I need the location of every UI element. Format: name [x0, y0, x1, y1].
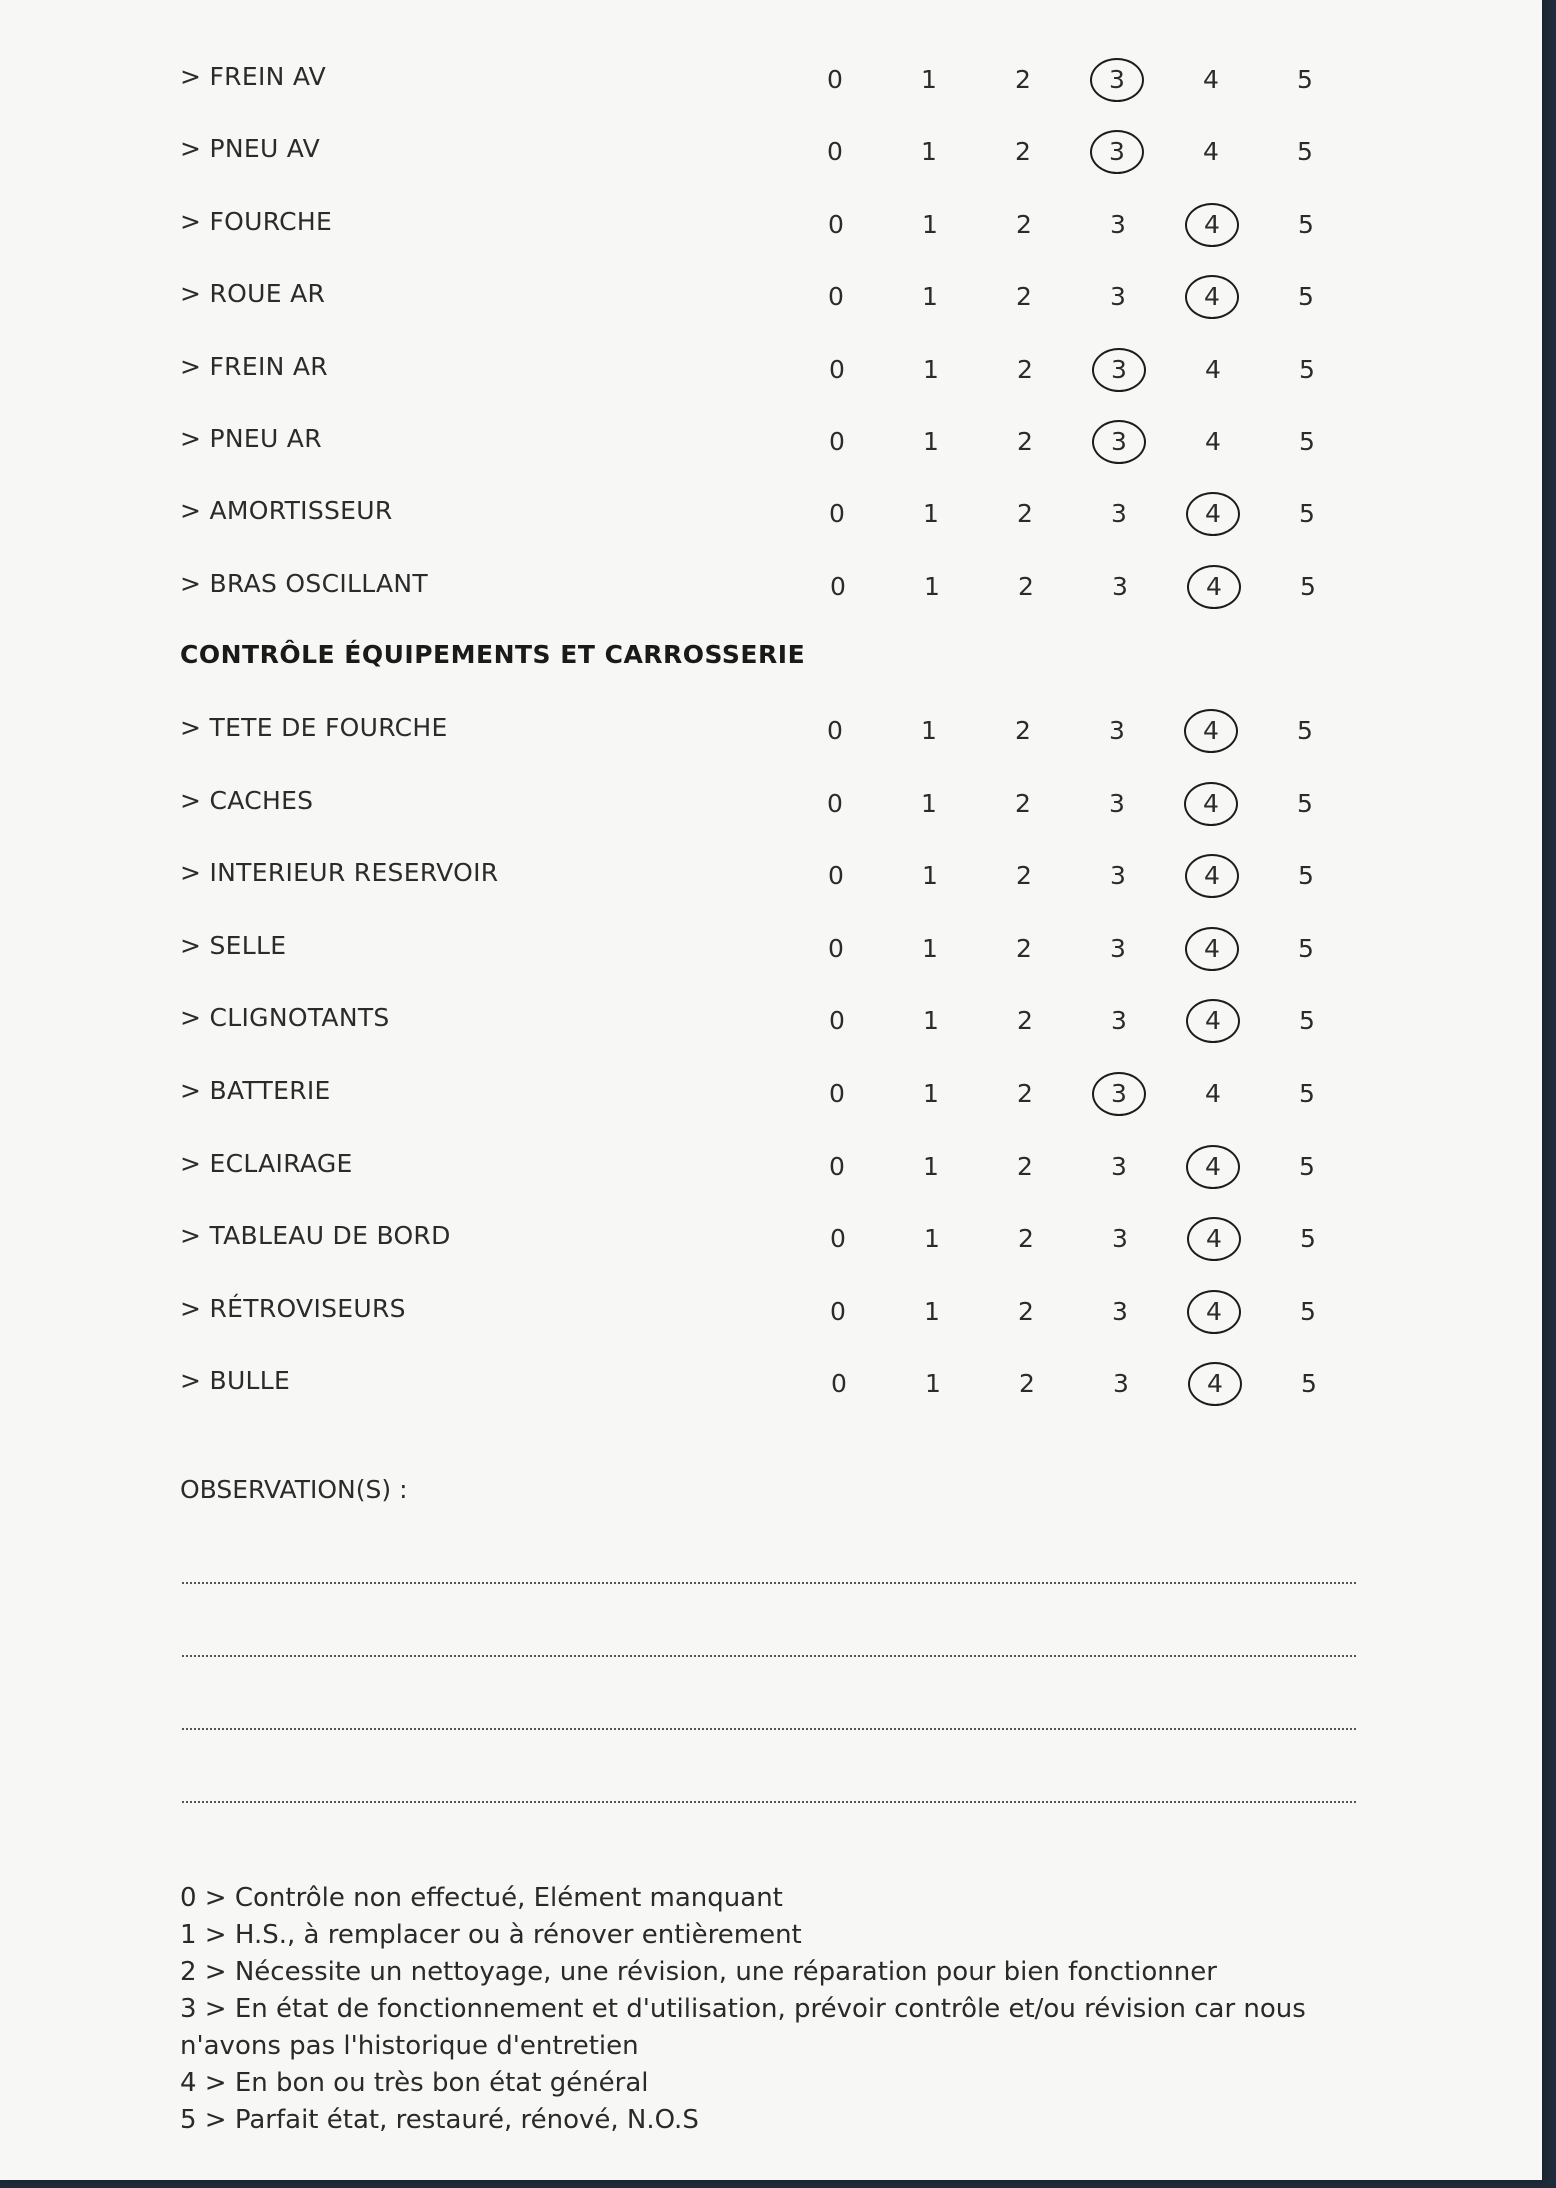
score-option-3: 3 — [1109, 788, 1125, 818]
score-option-0: 0 — [829, 499, 845, 529]
score-option-3: 3 — [1110, 861, 1126, 891]
score-option-4: 4 — [1205, 1006, 1221, 1036]
item-label: > ECLAIRAGE — [180, 1148, 353, 1178]
observation-line — [182, 1801, 1356, 1803]
score-option-0: 0 — [831, 1369, 847, 1399]
legend-item: 1 > H.S., à remplacer ou à rénover entièrement — [180, 1920, 802, 1950]
score-option-5: 5 — [1299, 427, 1315, 456]
score-option-1: 1 — [923, 1079, 939, 1108]
score-option-4: 4 — [1206, 1296, 1222, 1326]
score-option-3: 3 — [1111, 427, 1127, 456]
item-label: > RÉTROVISEURS — [180, 1293, 406, 1323]
score-option-3: 3 — [1113, 1369, 1129, 1399]
score-option-4: 4 — [1203, 65, 1219, 94]
score-option-3: 3 — [1109, 65, 1125, 94]
score-option-2: 2 — [1019, 1369, 1035, 1399]
score-option-5: 5 — [1297, 137, 1313, 167]
score-option-1: 1 — [922, 209, 938, 239]
score-option-3: 3 — [1112, 571, 1128, 601]
score-option-2: 2 — [1015, 716, 1031, 745]
score-option-0: 0 — [827, 716, 843, 745]
score-option-1: 1 — [921, 65, 937, 94]
score-option-0: 0 — [829, 354, 845, 384]
score-option-5: 5 — [1298, 933, 1314, 963]
score-option-2: 2 — [1017, 1151, 1033, 1181]
score-option-5: 5 — [1298, 861, 1314, 891]
score-option-0: 0 — [828, 933, 844, 963]
score-option-5: 5 — [1299, 1006, 1315, 1036]
score-option-1: 1 — [925, 1369, 941, 1399]
observation-line — [182, 1582, 1356, 1584]
score-option-5: 5 — [1297, 788, 1313, 818]
item-label: > INTERIEUR RESERVOIR — [180, 858, 499, 888]
score-option-4: 4 — [1204, 933, 1220, 963]
score-option-2: 2 — [1016, 282, 1032, 312]
score-option-0: 0 — [829, 1079, 845, 1108]
observation-line — [182, 1728, 1356, 1730]
score-option-2: 2 — [1018, 1224, 1034, 1254]
score-option-2: 2 — [1018, 1296, 1034, 1326]
score-option-0: 0 — [829, 1006, 845, 1036]
score-option-2: 2 — [1015, 788, 1031, 818]
item-label: > SELLE — [180, 930, 287, 960]
score-option-4: 4 — [1204, 861, 1220, 891]
item-label: > AMORTISSEUR — [180, 496, 393, 526]
observation-line — [182, 1655, 1356, 1657]
score-option-4: 4 — [1206, 1224, 1222, 1254]
score-option-3: 3 — [1111, 354, 1127, 384]
score-option-1: 1 — [923, 427, 939, 456]
score-option-3: 3 — [1109, 137, 1125, 167]
score-option-2: 2 — [1017, 1079, 1033, 1108]
legend-item: 4 > En bon ou très bon état général — [180, 2068, 649, 2098]
score-option-3: 3 — [1111, 499, 1127, 529]
score-option-5: 5 — [1297, 65, 1313, 94]
score-option-1: 1 — [923, 354, 939, 384]
score-option-5: 5 — [1300, 571, 1316, 601]
score-option-0: 0 — [830, 571, 846, 601]
score-option-3: 3 — [1110, 933, 1126, 963]
score-option-1: 1 — [924, 571, 940, 601]
score-option-5: 5 — [1298, 282, 1314, 312]
score-option-1: 1 — [922, 933, 938, 963]
score-option-0: 0 — [827, 65, 843, 94]
score-option-3: 3 — [1109, 716, 1125, 745]
legend-item: 2 > Nécessite un nettoyage, une révision, une réparation pour bien fonctionner — [180, 1957, 1217, 1987]
score-option-2: 2 — [1016, 933, 1032, 963]
section-title: CONTRÔLE ÉQUIPEMENTS ET CARROSSERIE — [180, 640, 806, 669]
score-option-0: 0 — [827, 788, 843, 818]
score-option-3: 3 — [1112, 1296, 1128, 1326]
score-option-1: 1 — [921, 788, 937, 818]
score-option-2: 2 — [1017, 1006, 1033, 1036]
score-option-4: 4 — [1205, 1079, 1221, 1108]
item-label: > CLIGNOTANTS — [180, 1003, 390, 1033]
item-label: > FREIN AV — [180, 62, 327, 91]
item-label: > ROUE AR — [180, 279, 326, 309]
item-label: > BATTERIE — [180, 1076, 331, 1105]
score-option-1: 1 — [922, 282, 938, 312]
score-option-4: 4 — [1207, 1369, 1223, 1399]
score-option-4: 4 — [1203, 716, 1219, 745]
item-label: > PNEU AR — [180, 424, 322, 453]
score-option-1: 1 — [921, 716, 937, 745]
score-option-5: 5 — [1297, 716, 1313, 745]
item-label: > CACHES — [180, 785, 314, 815]
score-option-4: 4 — [1205, 354, 1221, 384]
legend-item: 0 > Contrôle non effectué, Elément manquant — [180, 1883, 783, 1913]
score-option-2: 2 — [1018, 571, 1034, 601]
score-option-1: 1 — [923, 499, 939, 529]
score-option-0: 0 — [830, 1224, 846, 1254]
item-label: > FREIN AR — [180, 351, 328, 381]
item-label: > BRAS OSCILLANT — [180, 568, 429, 598]
score-option-1: 1 — [923, 1151, 939, 1181]
score-option-1: 1 — [924, 1224, 940, 1254]
score-option-2: 2 — [1016, 209, 1032, 239]
score-option-4: 4 — [1206, 571, 1222, 601]
score-option-5: 5 — [1300, 1296, 1316, 1326]
score-option-4: 4 — [1204, 209, 1220, 239]
score-option-4: 4 — [1203, 137, 1219, 167]
score-option-5: 5 — [1299, 354, 1315, 384]
score-option-2: 2 — [1016, 861, 1032, 891]
item-label: > TABLEAU DE BORD — [180, 1221, 451, 1251]
score-option-5: 5 — [1301, 1369, 1317, 1399]
score-option-0: 0 — [827, 137, 843, 167]
score-option-0: 0 — [828, 282, 844, 312]
score-option-2: 2 — [1015, 65, 1031, 94]
score-option-0: 0 — [829, 427, 845, 456]
score-option-5: 5 — [1298, 209, 1314, 239]
score-option-5: 5 — [1300, 1224, 1316, 1254]
score-option-1: 1 — [924, 1296, 940, 1326]
score-option-2: 2 — [1015, 137, 1031, 167]
score-option-5: 5 — [1299, 1151, 1315, 1181]
score-option-3: 3 — [1111, 1006, 1127, 1036]
score-option-3: 3 — [1111, 1079, 1127, 1108]
score-option-0: 0 — [828, 209, 844, 239]
score-option-0: 0 — [830, 1296, 846, 1326]
score-option-5: 5 — [1299, 499, 1315, 529]
score-option-4: 4 — [1205, 1151, 1221, 1181]
legend-item: 5 > Parfait état, restauré, rénové, N.O.S — [180, 2105, 699, 2135]
score-option-4: 4 — [1204, 282, 1220, 312]
score-option-1: 1 — [923, 1006, 939, 1036]
item-label: > PNEU AV — [180, 134, 321, 164]
score-option-2: 2 — [1017, 427, 1033, 456]
score-option-1: 1 — [922, 861, 938, 891]
score-option-3: 3 — [1112, 1224, 1128, 1254]
score-option-2: 2 — [1017, 499, 1033, 529]
item-label: > FOURCHE — [180, 206, 333, 236]
legend — [180, 1880, 1350, 2139]
item-label: > TETE DE FOURCHE — [180, 713, 448, 742]
observations-label: OBSERVATION(S) : — [180, 1475, 408, 1504]
score-option-3: 3 — [1110, 282, 1126, 312]
score-option-4: 4 — [1203, 788, 1219, 818]
score-option-4: 4 — [1205, 499, 1221, 529]
score-option-0: 0 — [828, 861, 844, 891]
item-label: > BULLE — [180, 1366, 291, 1396]
legend-item: 3 > En état de fonctionnement et d'utilisation, prévoir contrôle et/ou révision car nous n'avons pas l'historique d'entretien — [180, 1994, 1306, 2061]
score-option-1: 1 — [921, 137, 937, 167]
score-option-4: 4 — [1205, 427, 1221, 456]
score-option-2: 2 — [1017, 354, 1033, 384]
score-option-0: 0 — [829, 1151, 845, 1181]
score-option-3: 3 — [1111, 1151, 1127, 1181]
score-option-5: 5 — [1299, 1079, 1315, 1108]
score-option-3: 3 — [1110, 209, 1126, 239]
